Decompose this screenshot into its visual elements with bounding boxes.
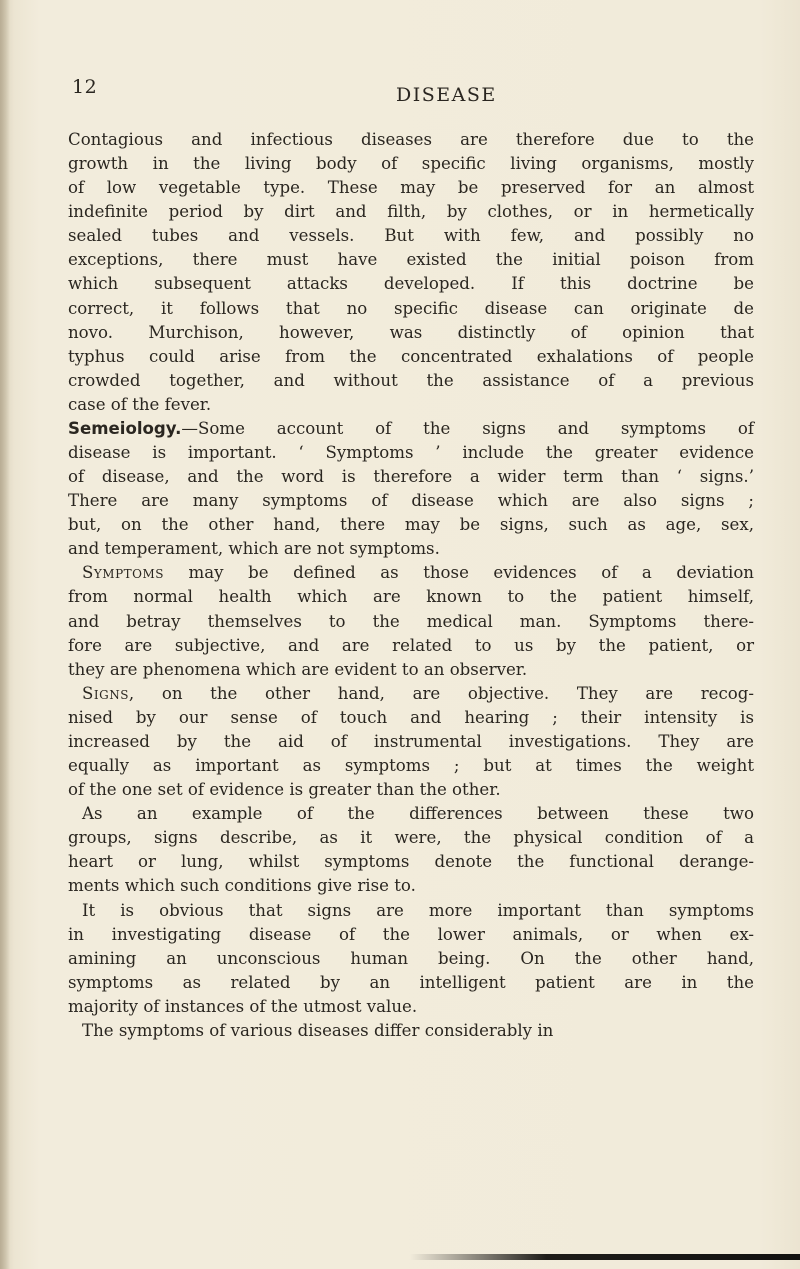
text-line: There are many symptoms of disease which are also signs ;	[68, 491, 754, 511]
small-caps-term: Symptoms	[82, 563, 165, 583]
text-line: amining an unconscious human being. On the other hand,	[68, 948, 754, 968]
small-caps-term: Signs	[82, 683, 129, 703]
text-line: Contagious and infectious diseases are therefore due to the	[68, 130, 754, 149]
text-line: and betray themselves to the medical man. Symptoms there-	[68, 611, 754, 631]
section-heading-semeiology: Semeiology.	[68, 418, 182, 438]
running-head: DISEASE	[396, 84, 497, 106]
text-line: fore are subjective, and are related to us by the patient, or	[68, 635, 754, 655]
text-line: indefinite period by dirt and filth, by clothes, or in hermetically	[68, 202, 754, 222]
text-line: in investigating disease of the lower animals, or when ex-	[68, 924, 754, 944]
text-line: equally as important as symptoms ; but at times the weight	[68, 756, 754, 776]
text-line: of disease, and the word is therefore a wider term than ‘ signs.’	[68, 467, 754, 487]
text-line: disease is important. ‘ Symptoms ’ include the greater evidence	[68, 443, 754, 463]
text-line: but, on the other hand, there may be signs, such as age, sex,	[68, 515, 754, 535]
text-line: increased by the aid of instrumental investigations. They are	[68, 731, 754, 751]
gutter-shadow	[0, 0, 10, 1269]
text-line: heart or lung, whilst symptoms denote the functional derange-	[68, 852, 754, 872]
text-line: which subsequent attacks developed. If this doctrine be	[68, 274, 754, 294]
text-line: It is obvious that signs are more important than symptoms	[82, 900, 754, 920]
text-line: Symptoms may be defined as those evidences of a deviation	[82, 563, 754, 583]
text-line: of low vegetable type. These may be preserved for an almost	[68, 178, 754, 198]
text-line: The symptoms of various diseases differ considerably in	[82, 1020, 554, 1040]
text-line: symptoms as related by an intelligent patient are in the	[68, 972, 754, 992]
text-line: from normal health which are known to the patient himself,	[68, 587, 754, 607]
text-line: majority of instances of the utmost value.	[68, 996, 418, 1016]
text-line: nised by our sense of touch and hearing ; their intensity is	[68, 707, 754, 727]
text-line: growth in the living body of specific living organisms, mostly	[68, 154, 754, 174]
body-text	[68, 128, 754, 1043]
text-line: and temperament, which are not symptoms.	[68, 539, 440, 559]
text-line: ments which such conditions give rise to.	[68, 876, 416, 896]
bottom-scan-edge	[410, 1254, 800, 1260]
text-line: Signs, on the other hand, are objective. They are recog-	[82, 683, 754, 703]
text-line: exceptions, there must have existed the initial poison from	[68, 250, 754, 270]
text-line: correct, it follows that no specific disease can originate de	[68, 298, 754, 318]
section-heading-line: Semeiology.—Some account of the signs and symptoms of	[68, 418, 754, 438]
text-line: sealed tubes and vessels. But with few, and possibly no	[68, 226, 754, 246]
text-line: case of the fever.	[68, 394, 212, 414]
text-line: crowded together, and without the assistance of a previous	[68, 370, 754, 390]
text-line: of the one set of evidence is greater than the other.	[68, 780, 501, 800]
page-number: 12	[72, 76, 98, 98]
text-line: groups, signs describe, as it were, the physical condition of a	[68, 828, 754, 848]
text-line: novo. Murchison, however, was distinctly of opinion that	[68, 322, 754, 342]
text-line: they are phenomena which are evident to an observer.	[68, 659, 528, 679]
text-line: typhus could arise from the concentrated exhalations of people	[68, 346, 754, 366]
text-line: As an example of the differences between these two	[82, 804, 754, 824]
